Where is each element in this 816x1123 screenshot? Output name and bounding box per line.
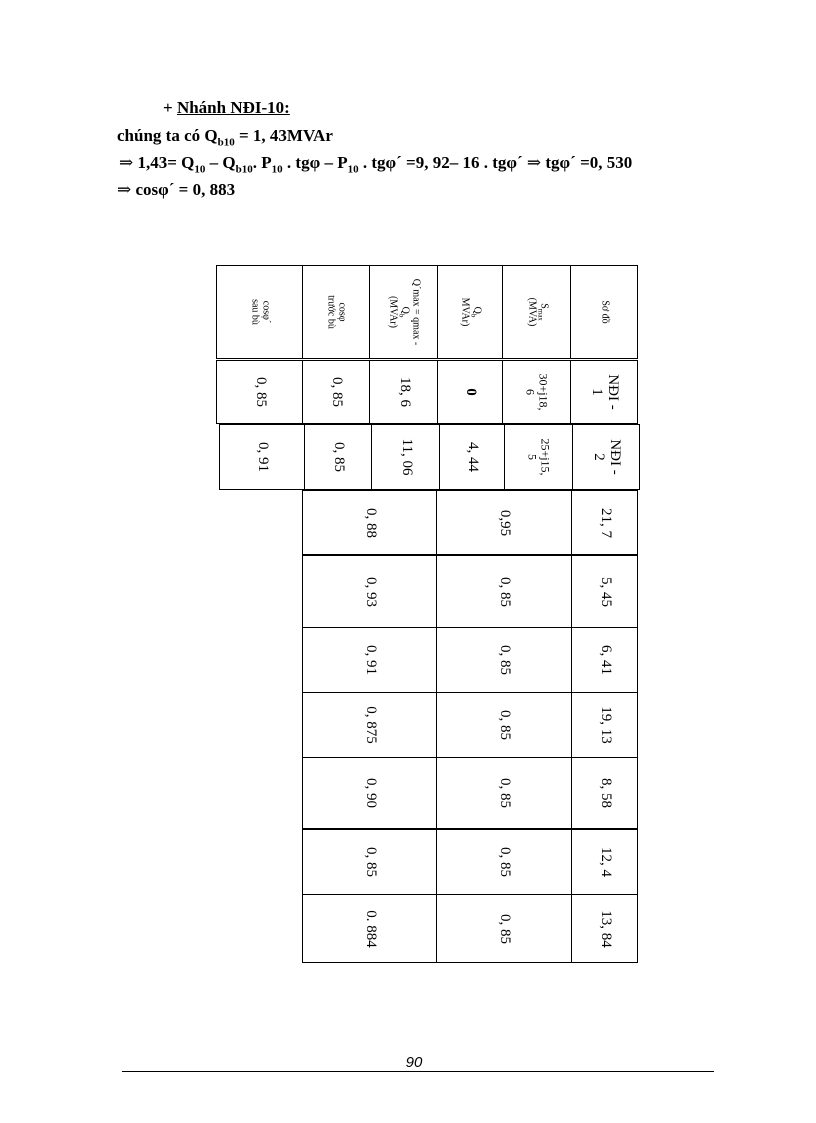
row6-cos-truoc-value: 0, 85 (496, 710, 513, 740)
row5-cos-sau (302, 627, 437, 693)
row8-cos-sau-value: 0, 85 (362, 847, 379, 877)
row8-first-value: 12, 4 (597, 847, 614, 877)
row9-first-value: 13, 84 (597, 909, 614, 948)
row2-qb-value: 4, 44 (464, 442, 481, 472)
row1-qmax (369, 360, 438, 424)
line2-sub2: b10 (235, 163, 253, 176)
row2-name-b: 2 (591, 453, 607, 461)
row4-cos-truoc-value: 0, 85 (496, 576, 513, 607)
header-cos-sau-b: sau bù (249, 299, 261, 325)
row3-cos-truoc (436, 489, 572, 555)
header-qmax-sub: b (397, 313, 406, 318)
row1-smax (502, 360, 571, 424)
line2-sub3: 10 (271, 163, 283, 176)
line2-part-e: . tgφ´ =9, 92– 16 . tgφ´ (358, 153, 527, 172)
row3-cos-sau (302, 489, 437, 555)
header-qb-sub: b (469, 313, 478, 318)
row1-smax-a: 30+j18, (536, 373, 551, 411)
line2-part-b: – Q (205, 153, 236, 172)
line2-part-f: tgφ´ =0, 530 (541, 153, 633, 172)
row2-qmax-value: 11, 06 (398, 438, 415, 476)
header-qb-a: Q (471, 306, 483, 314)
row9-cos-truoc-value: 0, 85 (496, 913, 513, 944)
header-qb-b: MVAr) (459, 297, 471, 327)
header-smax-sub: max (535, 308, 544, 321)
line2-part-a: 1,43= Q (137, 153, 195, 172)
header-cell-smax (502, 265, 571, 359)
header-qmax-b: Q (399, 306, 411, 314)
line2-sub4: 10 (347, 163, 359, 176)
row6-first-value: 19, 13 (597, 706, 614, 744)
row3-first-value: 21, 7 (597, 507, 614, 538)
row2-name-a: NĐI - (606, 439, 623, 475)
row4-cos-truoc (436, 554, 572, 628)
footer-rule (122, 1071, 714, 1072)
row1-name-a: NĐI - (604, 374, 621, 410)
row6-cos-sau-value: 0, 875 (362, 706, 379, 744)
row2-smax-b: 5 (525, 453, 540, 460)
header-cos-sau-a: cosφ´ (260, 300, 271, 324)
line1-text: chúng ta có Q (117, 126, 218, 145)
row2-qb (439, 424, 505, 490)
row8-cos-truoc (436, 828, 572, 895)
row5-cos-truoc-value: 0, 85 (496, 645, 513, 675)
row5-first-value: 6, 41 (597, 645, 614, 675)
header-cell-qmax (369, 265, 438, 359)
row1-qmax-value: 18, 6 (396, 377, 413, 407)
row1-cos-truoc (302, 360, 370, 424)
row1-cos-sau (216, 360, 303, 424)
header-cell-so-do (570, 265, 638, 359)
line2-part-c: . P (252, 153, 272, 172)
row9-cos-sau-value: 0. 884 (362, 909, 379, 948)
row5-cos-sau-value: 0, 91 (362, 645, 379, 675)
row9-cos-sau (302, 894, 437, 963)
header-cos-truoc-a: cosφ (336, 302, 348, 322)
row1-qb-value: 0 (462, 388, 479, 396)
header-qmax-a: Q´max = qmax - (410, 278, 422, 346)
row4-cos-sau-value: 0, 93 (362, 576, 379, 607)
page-number: 90 (405, 1054, 423, 1071)
row5-cos-truoc (436, 627, 572, 693)
row8-cos-truoc-value: 0, 85 (496, 847, 513, 877)
row7-first-value: 8, 58 (597, 778, 614, 808)
row7-first (571, 757, 638, 829)
row7-cos-sau (302, 757, 437, 829)
header-qmax-c: (MVAr) (387, 295, 399, 329)
row9-cos-truoc (436, 894, 572, 963)
row5-first (571, 627, 638, 693)
row4-cos-sau (302, 554, 437, 628)
row6-cos-truoc (436, 692, 572, 758)
line2-sub1: 10 (194, 163, 206, 176)
row6-first (571, 692, 638, 758)
header-smax-b: (MVA) (525, 297, 537, 327)
row1-qb (437, 360, 503, 424)
implies-icon-3: ⇒ (117, 180, 136, 199)
line1-sub: b10 (217, 136, 235, 149)
row6-cos-sau (302, 692, 437, 758)
row2-cos-truoc (304, 424, 372, 490)
line1-rest: = 1, 43MVAr (234, 126, 333, 145)
heading-prefix: + (163, 98, 177, 117)
row2-cos-sau (219, 424, 305, 490)
row3-first (571, 489, 638, 555)
row4-first-value: 5, 45 (597, 576, 614, 607)
row2-smax-a: 25+j15, (538, 438, 553, 476)
row2-smax (504, 424, 573, 490)
row1-cos-truoc-value: 0, 85 (328, 377, 345, 407)
row7-cos-truoc (436, 757, 572, 829)
row1-name (570, 360, 638, 424)
row2-cos-sau-value: 0, 91 (254, 442, 271, 472)
line2-part-d: . tgφ – P (282, 153, 348, 172)
row7-cos-truoc-value: 0, 85 (496, 778, 513, 808)
row3-cos-truoc-value: 0,95 (496, 509, 513, 536)
row3-cos-sau-value: 0, 88 (362, 507, 379, 538)
row1-smax-b: 6 (523, 388, 538, 395)
header-cell-qb (437, 265, 503, 359)
row9-first (571, 894, 638, 963)
header-cell-cos-truoc (302, 265, 370, 359)
header-cos-truoc-b: trước bù (326, 295, 337, 329)
row8-first (571, 828, 638, 895)
row2-qmax (371, 424, 440, 490)
row7-cos-sau-value: 0, 90 (362, 778, 379, 808)
row1-name-b: 1 (589, 388, 605, 396)
row2-cos-truoc-value: 0, 85 (330, 442, 347, 472)
row2-name (572, 424, 640, 490)
header-cell-cos-sau (216, 265, 303, 359)
heading-title: Nhánh NĐI-10: (176, 98, 290, 117)
row8-cos-sau (302, 828, 437, 895)
header-so-do: Sơ đồ (599, 300, 611, 324)
line3-text: cosφ´ = 0, 883 (135, 180, 236, 199)
row1-cos-sau-value: 0, 85 (252, 377, 269, 407)
row4-first (571, 554, 638, 628)
header-smax-a: S (537, 303, 549, 309)
implies-icon: ⇒ (119, 153, 138, 172)
implies-icon-2: ⇒ (526, 153, 542, 172)
